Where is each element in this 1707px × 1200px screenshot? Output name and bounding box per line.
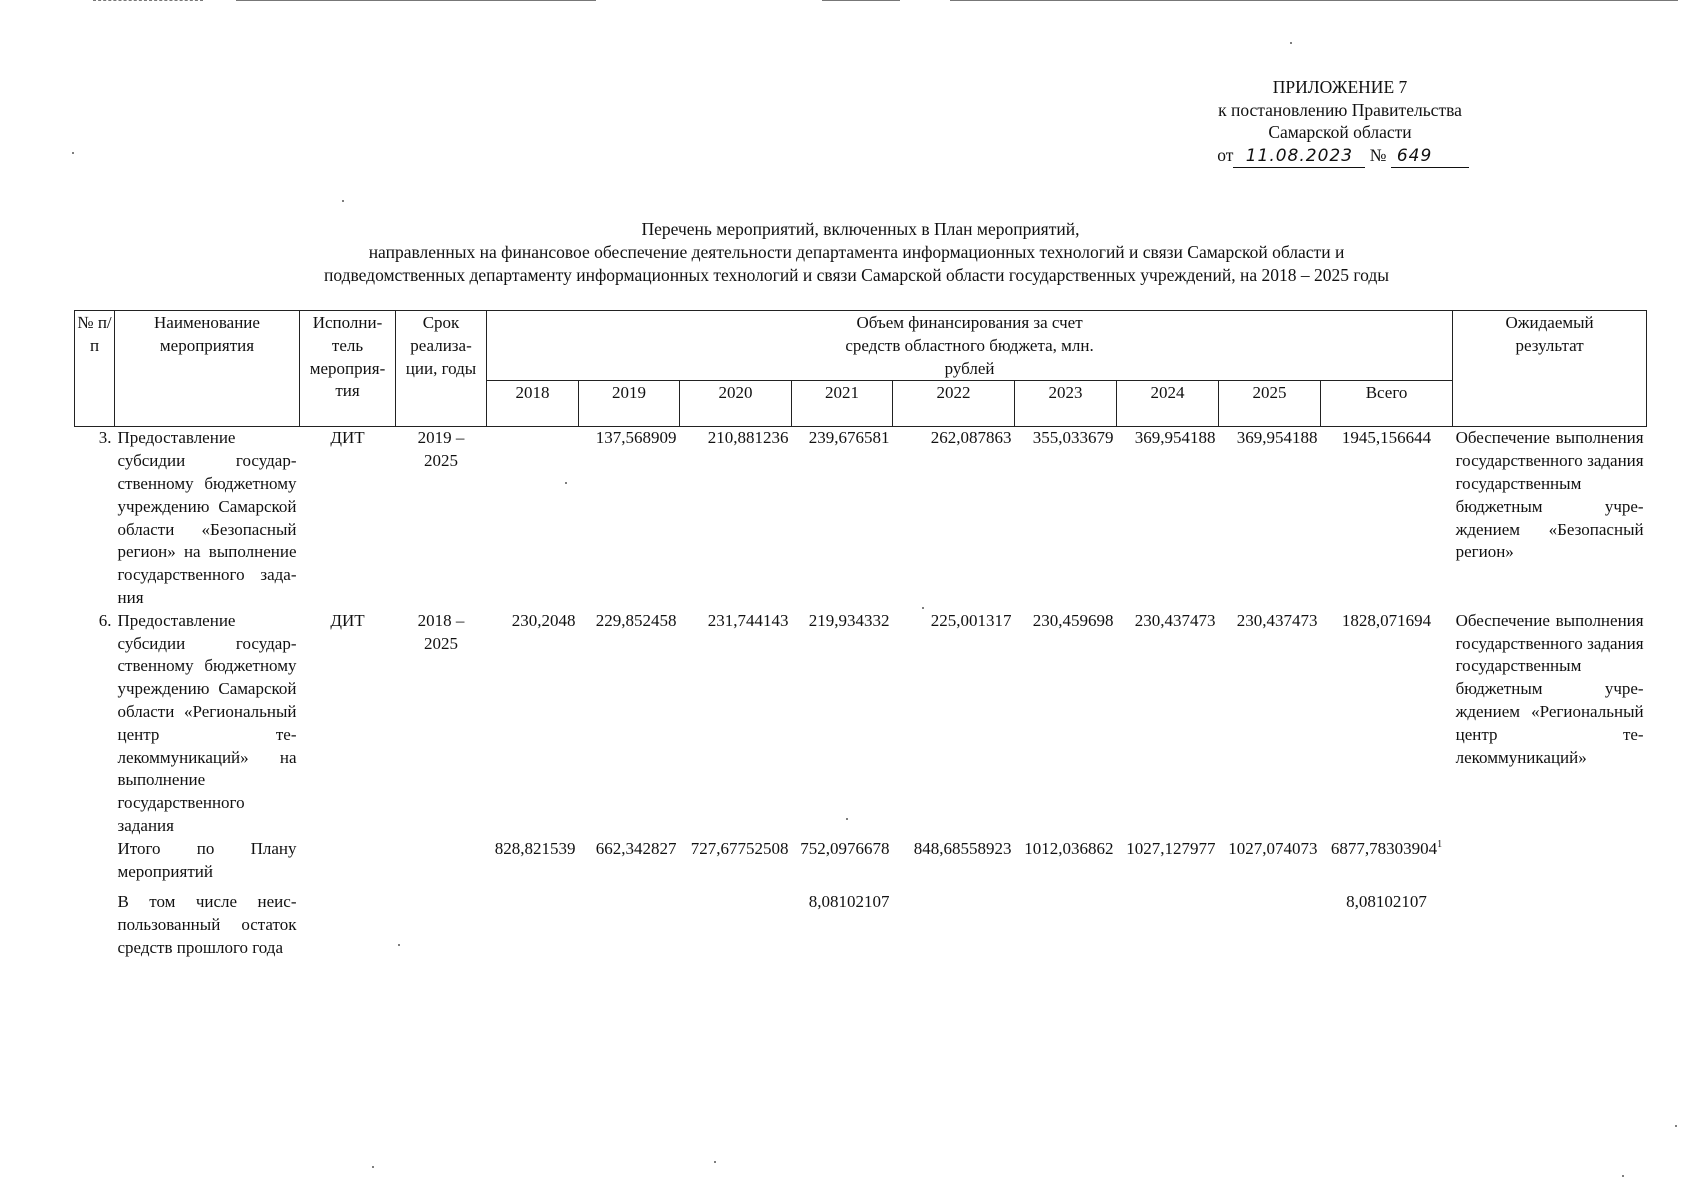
measure-name: Предоставление субсидии государственному бюджетному учреждению Самарской области «Безопасный регион» на выполнение государственного задания: [117, 428, 297, 607]
term-to: 2025: [424, 451, 458, 471]
scan-edge-line: [950, 0, 1678, 1]
number-prefix: №: [1369, 144, 1387, 165]
year-header: 2021: [792, 381, 893, 427]
scan-speck: [714, 1161, 716, 1163]
title-line-3: подведомственных департаменту информационных технологий и связи Самарской области государственных учреждений, на 2018 – 2025 годы: [323, 265, 1390, 285]
year-header: 2019: [579, 381, 680, 427]
term-from: 2019 –: [417, 428, 465, 448]
total-label: Итого по Плану мероприятий: [117, 838, 297, 881]
value-total: 1945,156644: [1341, 428, 1432, 448]
term-to: 2025: [424, 633, 458, 653]
total-2021: 752,0976678: [800, 838, 890, 858]
total-2020: 727,67752508: [690, 838, 789, 858]
total-2018: 828,821539: [494, 838, 576, 858]
col-header-name: Наименование мероприятия: [115, 311, 300, 427]
total-2019: 662,342827: [595, 838, 677, 858]
scan-speck: [342, 200, 344, 202]
year-header: 2025: [1219, 381, 1321, 427]
col-header-funding-group: Объем финансирования за счет средств областного бюджета, млн. рублей: [487, 311, 1453, 381]
value-2025: 369,954188: [1236, 428, 1318, 448]
term-from: 2018 –: [417, 610, 465, 630]
table-header-row: [75, 311, 1647, 381]
appendix-title: ПРИЛОЖЕНИЕ 7: [1272, 77, 1408, 97]
col-header-executor: Исполнитель мероприятия: [300, 311, 396, 427]
value-2023: 355,033679: [1032, 428, 1114, 448]
executor: ДИТ: [330, 428, 365, 448]
term: [396, 610, 487, 838]
measures-table: [74, 310, 1647, 960]
year-header: 2018: [487, 381, 579, 427]
term: [396, 427, 487, 610]
year-header: 2020: [680, 381, 792, 427]
total-2025: 1027,074073: [1228, 838, 1318, 858]
expected-result: Обеспечение выполнения государственного задания государственным бюджетным учреждением «Региональный центр телекоммуникаций»: [1455, 610, 1644, 767]
scan-edge-line: [822, 0, 900, 1]
document-title: [0, 218, 1707, 287]
year-header-total: Всего: [1321, 381, 1453, 427]
value-2018: 230,2048: [511, 610, 576, 630]
total-2023: 1012,036862: [1024, 838, 1114, 858]
appendix-block: [1150, 76, 1530, 168]
table-row-total: [75, 838, 1647, 884]
scan-speck: [72, 152, 74, 154]
scan-speck: [372, 1166, 374, 1168]
table-row-remainder: [75, 883, 1647, 959]
total-2022: 848,68558923: [913, 838, 1012, 858]
scan-speck: [1622, 1175, 1624, 1177]
value-2019: 137,568909: [595, 428, 677, 448]
title-line-1: Перечень мероприятий, включенных в План мероприятий,: [641, 219, 1080, 239]
scan-speck: [1290, 42, 1292, 44]
remainder-total: 8,08102107: [1346, 892, 1427, 912]
value-2020: 231,744143: [707, 610, 789, 630]
handwritten-date: 11.08.2023: [1233, 145, 1365, 169]
value-2022: 225,001317: [930, 610, 1012, 630]
year-header: 2024: [1117, 381, 1219, 427]
table-row: [75, 427, 1647, 610]
col-header-number: № п/п: [75, 311, 115, 427]
value-total: 1828,071694: [1341, 610, 1432, 630]
col-header-term: Срок реализации, годы: [396, 311, 487, 427]
value-2023: 230,459698: [1032, 610, 1114, 630]
date-prefix: от: [1217, 144, 1234, 165]
row-number: 3.: [98, 428, 112, 448]
expected-result: Обеспечение выполнения государственного задания государственным бюджетным учреждением «Безопасный регион»: [1455, 428, 1644, 562]
total-all: [1321, 838, 1453, 884]
footnote-mark: 1: [1437, 838, 1443, 850]
scan-edge-line: [93, 0, 203, 1]
value-2022: 262,087863: [930, 428, 1012, 448]
handwritten-number: 649: [1391, 145, 1469, 169]
remainder-2021: 8,08102107: [808, 892, 890, 912]
executor: ДИТ: [330, 610, 365, 630]
value-2021: 239,676581: [808, 428, 890, 448]
col-header-result: Ожидаемый результат: [1453, 311, 1647, 427]
year-header: 2023: [1015, 381, 1117, 427]
table-row: [75, 610, 1647, 838]
value-2025: 230,437473: [1236, 610, 1318, 630]
appendix-region-line: Самарской области: [1268, 122, 1412, 142]
value-2021: 219,934332: [808, 610, 890, 630]
value-2024: 369,954188: [1134, 428, 1216, 448]
value-2020: 210,881236: [707, 428, 789, 448]
title-line-2: направленных на финансовое обеспечение деятельности департамента информационных технологий и связи Самарской области и: [368, 242, 1345, 262]
value-2018: [487, 427, 579, 610]
appendix-resolution-line: к постановлению Правительства: [1218, 99, 1462, 120]
total-all-value: 6877,78303904: [1330, 838, 1438, 858]
scan-edge-line: [236, 0, 596, 1]
year-header: 2022: [893, 381, 1015, 427]
value-2024: 230,437473: [1134, 610, 1216, 630]
value-2019: 229,852458: [595, 610, 677, 630]
measure-name: Предоставление субсидии государственному бюджетному учреждению Самарской области «Региональный центр телекоммуникаций» на выполнение государственного задания: [117, 610, 297, 835]
remainder-label: В том числе неиспользованный остаток средств прошлого года: [117, 892, 297, 957]
appendix-date-line: [1150, 144, 1530, 169]
total-2024: 1027,127977: [1126, 838, 1216, 858]
scan-speck: [1675, 1125, 1677, 1127]
row-number: 6.: [98, 610, 112, 630]
